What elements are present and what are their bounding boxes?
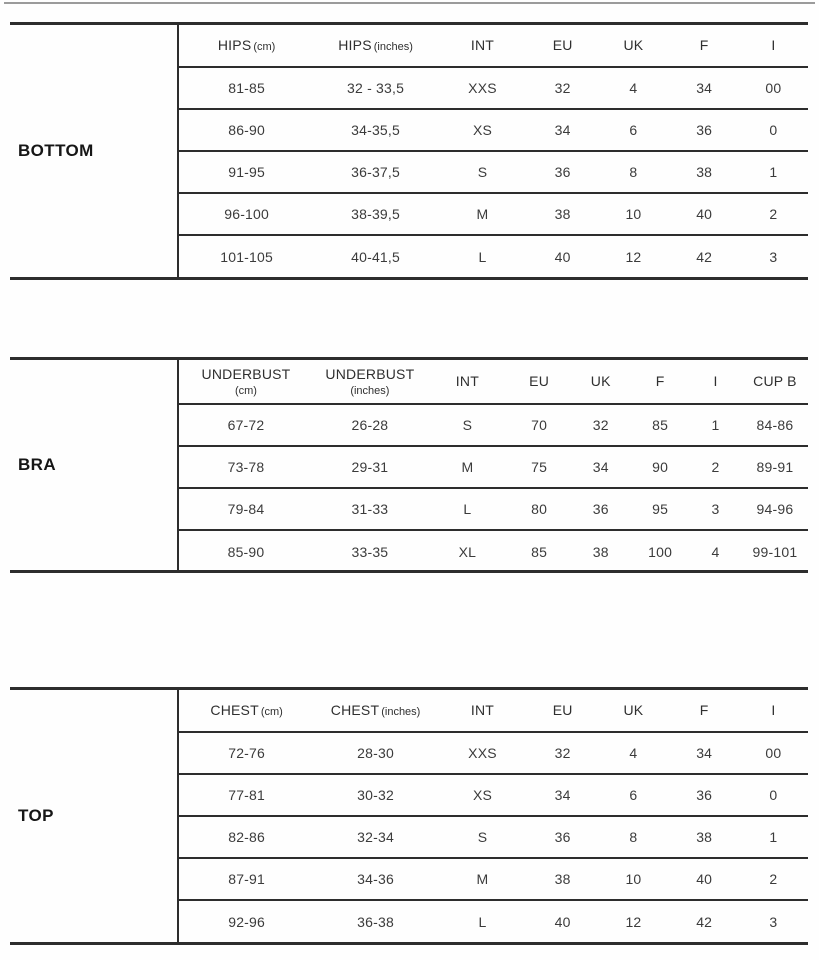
- col-header-eu: EU: [528, 690, 597, 732]
- cell: 34-35,5: [314, 109, 437, 151]
- cell: XS: [437, 774, 528, 816]
- cell: 80: [508, 488, 570, 530]
- cell: 30-32: [314, 774, 437, 816]
- table-row: [179, 109, 808, 151]
- table-row: [179, 67, 808, 109]
- cell: 79-84: [179, 488, 313, 530]
- table-row: [179, 732, 808, 774]
- col-header-uk: UK: [597, 25, 669, 67]
- cell: 36-37,5: [314, 151, 437, 193]
- table-row: [179, 530, 808, 572]
- cell: M: [437, 193, 528, 235]
- cell: 92-96: [228, 913, 266, 930]
- cell: 40: [554, 248, 571, 265]
- cell: 90: [631, 446, 689, 488]
- cell: 00: [739, 67, 808, 109]
- cell: 8: [597, 151, 669, 193]
- cell: 40-41,5: [351, 248, 400, 265]
- cell: 42: [696, 248, 713, 265]
- table-row: [179, 151, 808, 193]
- cell: 100: [648, 543, 673, 560]
- bra-header-row: [179, 360, 808, 404]
- cell: 0: [739, 109, 808, 151]
- cell: 85: [631, 404, 689, 446]
- col-header-i: I: [739, 25, 808, 67]
- cell: 32: [570, 404, 631, 446]
- cell: 81-85: [179, 67, 314, 109]
- cell: 85: [531, 543, 548, 560]
- cell: 12: [625, 913, 642, 930]
- bra-label-col: [10, 360, 177, 570]
- cell: 12: [625, 248, 642, 265]
- cell: 1: [739, 151, 808, 193]
- table-row: [179, 235, 808, 277]
- cell: 2: [739, 193, 808, 235]
- cell: 42: [696, 913, 713, 930]
- top-table-data: [177, 690, 808, 942]
- table-row: [179, 404, 808, 446]
- cell: 101-105: [220, 248, 273, 265]
- cell: L: [478, 913, 487, 930]
- cell: 91-95: [179, 151, 314, 193]
- cell: 38: [528, 858, 597, 900]
- top-divider-rule: [4, 2, 815, 4]
- col-header-int: INT: [427, 360, 508, 404]
- cell: 75: [508, 446, 570, 488]
- cell: 4: [597, 67, 669, 109]
- cell: 36: [670, 774, 739, 816]
- cell: 32 - 33,5: [314, 67, 437, 109]
- cell: 95: [631, 488, 689, 530]
- bra-table-label: BRA: [18, 455, 57, 474]
- cell: 10: [597, 193, 669, 235]
- col-header-hips-inches: HIPS (inches): [314, 25, 437, 67]
- cell: 34: [670, 732, 739, 774]
- cell: 94-96: [742, 488, 808, 530]
- cell: XL: [458, 543, 477, 560]
- cell: 70: [508, 404, 570, 446]
- cell: 87-91: [179, 858, 314, 900]
- top-header-row: [179, 690, 808, 732]
- cell: 00: [739, 732, 808, 774]
- cell: 40: [670, 193, 739, 235]
- col-header-underbust-inches: UNDERBUST (inches): [313, 360, 427, 404]
- cell: 28-30: [314, 732, 437, 774]
- table-row: [179, 446, 808, 488]
- cell: 67-72: [179, 404, 313, 446]
- cell: S: [427, 404, 508, 446]
- cell: L: [427, 488, 508, 530]
- size-table-bra: [10, 357, 808, 573]
- size-table-bottom: [10, 22, 808, 280]
- col-header-eu: EU: [528, 25, 597, 67]
- cell: 29-31: [313, 446, 427, 488]
- size-table-top: [10, 687, 808, 945]
- cell: 36: [528, 151, 597, 193]
- cell: 99-101: [752, 543, 798, 560]
- cell: 36: [528, 816, 597, 858]
- cell: 40: [554, 913, 571, 930]
- cell: M: [437, 858, 528, 900]
- table-row: [179, 858, 808, 900]
- table-row: [179, 816, 808, 858]
- cell: 8: [597, 816, 669, 858]
- cell: 34: [570, 446, 631, 488]
- cell: 36-38: [357, 913, 394, 930]
- bottom-table-data: [177, 25, 808, 277]
- cell: 10: [597, 858, 669, 900]
- cell: 36: [570, 488, 631, 530]
- bottom-label-col: [10, 25, 177, 277]
- cell: 82-86: [179, 816, 314, 858]
- cell: 89-91: [742, 446, 808, 488]
- col-header-underbust-cm: UNDERBUST (cm): [179, 360, 313, 404]
- cell: 38: [528, 193, 597, 235]
- table-row: [179, 488, 808, 530]
- cell: 77-81: [179, 774, 314, 816]
- cell: 73-78: [179, 446, 313, 488]
- table-row: [179, 900, 808, 942]
- cell: XS: [437, 109, 528, 151]
- cell: 3: [689, 488, 742, 530]
- table-row: [179, 193, 808, 235]
- col-header-i: I: [689, 360, 742, 404]
- top-table-label: TOP: [18, 806, 54, 825]
- cell: 2: [739, 858, 808, 900]
- cell: 38: [592, 543, 609, 560]
- bottom-header-row: [179, 25, 808, 67]
- bottom-table-label: BOTTOM: [18, 141, 94, 160]
- bottom-size-grid: [179, 25, 808, 277]
- cell: 4: [597, 732, 669, 774]
- bra-table-data: [177, 360, 808, 570]
- cell: 3: [769, 913, 778, 930]
- top-size-grid: [179, 690, 808, 942]
- cell: 0: [739, 774, 808, 816]
- cell: 38: [670, 816, 739, 858]
- cell: 72-76: [179, 732, 314, 774]
- cell: 1: [689, 404, 742, 446]
- table-row: [179, 774, 808, 816]
- col-header-hips-cm: HIPS (cm): [179, 25, 314, 67]
- cell: 86-90: [179, 109, 314, 151]
- cell: 38: [670, 151, 739, 193]
- col-header-uk: UK: [570, 360, 631, 404]
- cell: 33-35: [351, 543, 389, 560]
- col-header-eu: EU: [508, 360, 570, 404]
- cell: 34: [528, 109, 597, 151]
- cell: 4: [711, 543, 720, 560]
- cell: 40: [670, 858, 739, 900]
- cell: 85-90: [227, 543, 265, 560]
- col-header-i: I: [739, 690, 808, 732]
- cell: S: [437, 151, 528, 193]
- cell: 96-100: [179, 193, 314, 235]
- cell: 32-34: [314, 816, 437, 858]
- cell: S: [437, 816, 528, 858]
- cell: M: [427, 446, 508, 488]
- cell: 34-36: [314, 858, 437, 900]
- cell: 32: [528, 67, 597, 109]
- cell: 34: [670, 67, 739, 109]
- cell: 32: [528, 732, 597, 774]
- cell: XXS: [437, 732, 528, 774]
- col-header-f: F: [670, 690, 739, 732]
- col-header-int: INT: [437, 690, 528, 732]
- cell: XXS: [437, 67, 528, 109]
- col-header-uk: UK: [597, 690, 669, 732]
- cell: 6: [597, 774, 669, 816]
- top-label-col: [10, 690, 177, 942]
- col-header-f: F: [670, 25, 739, 67]
- cell: 3: [769, 248, 778, 265]
- cell: 84-86: [742, 404, 808, 446]
- cell: 36: [670, 109, 739, 151]
- cell: 1: [739, 816, 808, 858]
- cell: 26-28: [313, 404, 427, 446]
- col-header-chest-inches: CHEST (inches): [314, 690, 437, 732]
- cell: L: [478, 248, 487, 265]
- cell: 2: [689, 446, 742, 488]
- cell: 34: [528, 774, 597, 816]
- col-header-int: INT: [437, 25, 528, 67]
- col-header-cup-b: CUP B: [742, 360, 808, 404]
- bra-size-grid: [179, 360, 808, 572]
- cell: 31-33: [313, 488, 427, 530]
- cell: 38-39,5: [314, 193, 437, 235]
- col-header-f: F: [631, 360, 689, 404]
- cell: 6: [597, 109, 669, 151]
- col-header-chest-cm: CHEST (cm): [179, 690, 314, 732]
